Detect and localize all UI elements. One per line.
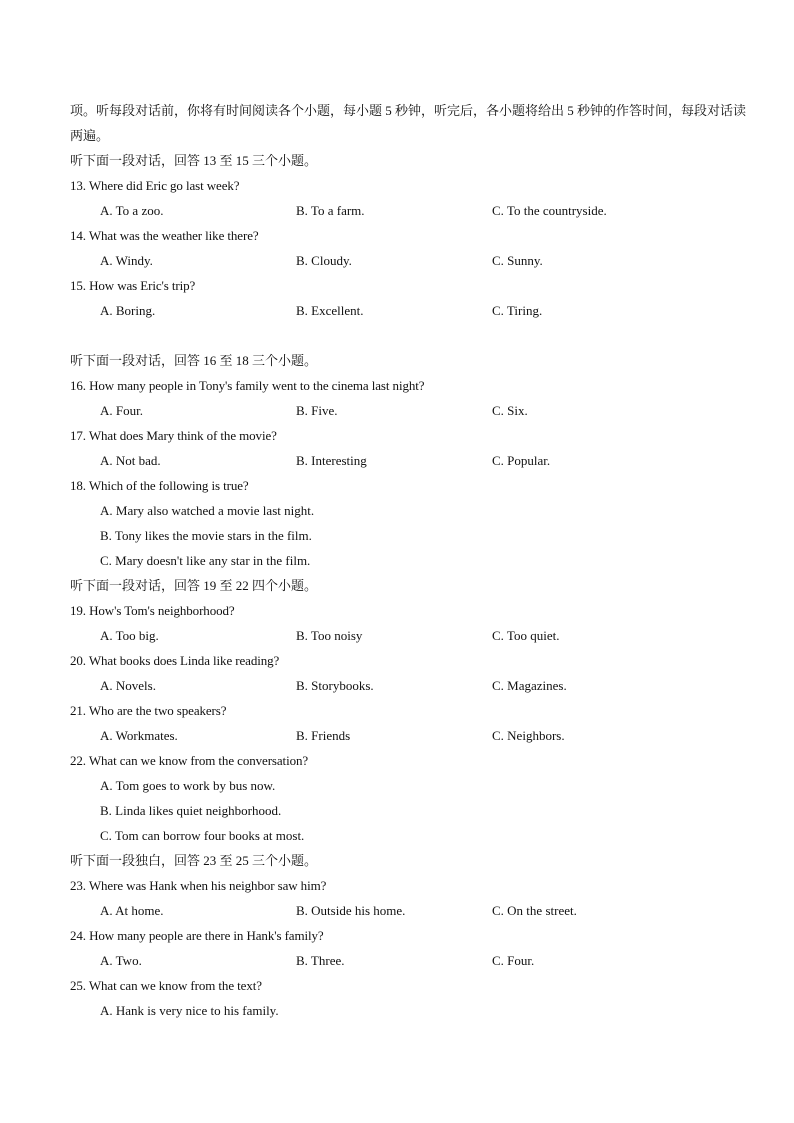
options-row-24 <box>70 948 750 973</box>
question-17: 17. What does Mary think of the movie? <box>70 428 277 443</box>
option-22-a: A. Tom goes to work by bus now. <box>100 778 276 793</box>
section-header-19-22: 听下面一段对话，回答 19 至 22 四个小题。 <box>70 578 318 593</box>
listening-instructions: 项。听每段对话前，你将有时间阅读各个小题，每小题 5 秒钟，听完后，各小题将给出 5 秒钟的作答时间，每段对话读两遍。 <box>70 103 747 143</box>
option-17-a: A. Not bad. <box>100 453 161 468</box>
options-row-19 <box>70 623 750 648</box>
options-row-13 <box>70 198 750 223</box>
options-row-21 <box>70 723 750 748</box>
option-23-c: C. On the street. <box>492 903 577 918</box>
option-24-c: C. Four. <box>492 953 535 968</box>
question-25: 25. What can we know from the text? <box>70 978 262 993</box>
option-18-b: B. Tony likes the movie stars in the film. <box>100 528 312 543</box>
question-22: 22. What can we know from the conversation? <box>70 753 309 768</box>
option-25-a: A. Hank is very nice to his family. <box>100 1003 279 1018</box>
option-19-b: B. Too noisy <box>296 628 363 643</box>
option-21-b: B. Friends <box>296 728 351 743</box>
section-header-23-25: 听下面一段独白，回答 23 至 25 三个小题。 <box>70 853 318 868</box>
option-24-b: B. Three. <box>296 953 345 968</box>
option-13-c: C. To the countryside. <box>492 203 607 218</box>
options-row-16 <box>70 398 750 423</box>
option-15-b: B. Excellent. <box>296 303 364 318</box>
section-spacer <box>70 323 750 348</box>
question-15: 15. How was Eric's trip? <box>70 278 196 293</box>
option-20-a: A. Novels. <box>100 678 156 693</box>
question-21: 21. Who are the two speakers? <box>70 703 227 718</box>
question-13: 13. Where did Eric go last week? <box>70 178 240 193</box>
option-14-a: A. Windy. <box>100 253 153 268</box>
option-21-a: A. Workmates. <box>100 728 178 743</box>
option-17-c: C. Popular. <box>492 453 551 468</box>
option-13-a: A. To a zoo. <box>100 203 164 218</box>
option-14-b: B. Cloudy. <box>296 253 352 268</box>
question-23: 23. Where was Hank when his neighbor saw him? <box>70 878 327 893</box>
option-17-b: B. Interesting <box>296 453 367 468</box>
option-24-a: A. Two. <box>100 953 142 968</box>
option-20-c: C. Magazines. <box>492 678 567 693</box>
option-13-b: B. To a farm. <box>296 203 365 218</box>
option-22-b: B. Linda likes quiet neighborhood. <box>100 803 282 818</box>
option-16-a: A. Four. <box>100 403 143 418</box>
option-22-c: C. Tom can borrow four books at most. <box>100 828 305 843</box>
option-14-c: C. Sunny. <box>492 253 543 268</box>
exam-page <box>70 98 750 1023</box>
options-row-15 <box>70 298 750 323</box>
option-23-a: A. At home. <box>100 903 164 918</box>
option-20-b: B. Storybooks. <box>296 678 374 693</box>
options-row-23 <box>70 898 750 923</box>
section-header-13-15: 听下面一段对话，回答 13 至 15 三个小题。 <box>70 153 318 168</box>
question-18: 18. Which of the following is true? <box>70 478 249 493</box>
option-19-a: A. Too big. <box>100 628 159 643</box>
question-19: 19. How's Tom's neighborhood? <box>70 603 235 618</box>
option-16-c: C. Six. <box>492 403 528 418</box>
section-header-16-18: 听下面一段对话，回答 16 至 18 三个小题。 <box>70 353 318 368</box>
option-21-c: C. Neighbors. <box>492 728 565 743</box>
question-24: 24. How many people are there in Hank's family? <box>70 928 324 943</box>
option-15-c: C. Tiring. <box>492 303 543 318</box>
option-18-c: C. Mary doesn't like any star in the film. <box>100 553 311 568</box>
option-18-a: A. Mary also watched a movie last night. <box>100 503 315 518</box>
option-16-b: B. Five. <box>296 403 338 418</box>
question-14: 14. What was the weather like there? <box>70 228 259 243</box>
question-20: 20. What books does Linda like reading? <box>70 653 280 668</box>
option-15-a: A. Boring. <box>100 303 156 318</box>
options-row-14 <box>70 248 750 273</box>
options-row-17 <box>70 448 750 473</box>
options-row-20 <box>70 673 750 698</box>
option-19-c: C. Too quiet. <box>492 628 560 643</box>
option-23-b: B. Outside his home. <box>296 903 406 918</box>
question-16: 16. How many people in Tony's family went to the cinema last night? <box>70 378 425 393</box>
